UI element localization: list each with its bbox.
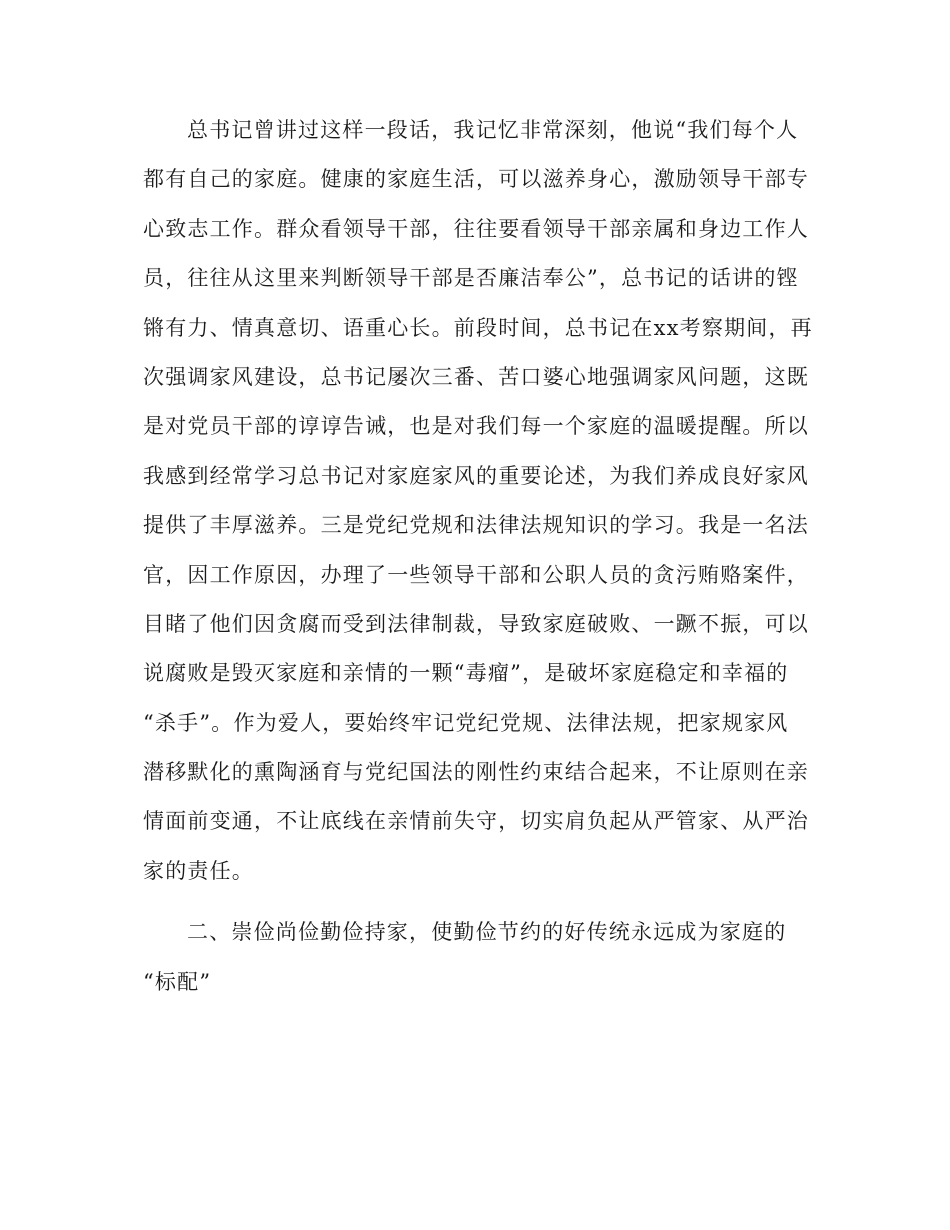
heading-line: “标配” [143, 969, 212, 994]
text-line: 目睹了他们因贪腐而受到法律制裁，导致家庭破败、一蹶不振，可以 [143, 611, 809, 636]
paragraph [143, 106, 813, 896]
text-line: 心致志工作。群众看领导干部，往往要看领导干部亲属和身边工作人 [143, 216, 809, 241]
text-line: 总书记曾讲过这样一段话，我记忆非常深刻，他说“我们每个人 [187, 118, 799, 142]
text-line: 说腐败是毁灭家庭和亲情的一颗“毒瘤”，是破坏家庭稳定和幸福的 [143, 661, 789, 686]
text-line: 提供了丰厚滋养。三是党纪党规和法律法规知识的学习。我是一名法 [143, 513, 809, 538]
text-line: 员，往往从这里来判断领导干部是否廉洁奉公”，总书记的话讲的铿 [143, 266, 799, 291]
text-line: 锵有力、情真意切、语重心长。前段时间，总书记在xx考察期间，再 [143, 315, 813, 340]
text-line: 潜移默化的熏陶涵育与党纪国法的刚性约束结合起来，不让原则在亲 [143, 760, 809, 785]
text-line: “杀手”。作为爱人，要始终牢记党纪党规、法律法规，把家规家风 [143, 710, 789, 735]
section-heading [143, 908, 803, 1007]
text-line: 我感到经常学习总书记对家庭家风的重要论述，为我们养成良好家风 [143, 463, 809, 488]
text-line: 次强调家风建设，总书记屡次三番、苦口婆心地强调家风问题，这既 [143, 364, 809, 389]
text-line: 都有自己的家庭。健康的家庭生活，可以滋养身心，激励领导干部专 [143, 167, 809, 192]
document-body [143, 106, 813, 1007]
text-line: 是对党员干部的谆谆告诫，也是对我们每一个家庭的温暖提醒。所以 [143, 414, 809, 439]
paragraph-spacing [143, 896, 803, 908]
text-line: 情面前变通，不让底线在亲情前失守，切实肩负起从严管家、从严治 [143, 809, 809, 834]
heading-line: 二、崇俭尚俭勤俭持家，使勤俭节约的好传统永远成为家庭的 [187, 920, 787, 945]
text-line: 家的责任。 [143, 858, 254, 883]
text-line: 官，因工作原因，办理了一些领导干部和公职人员的贪污贿赂案件， [143, 562, 809, 587]
